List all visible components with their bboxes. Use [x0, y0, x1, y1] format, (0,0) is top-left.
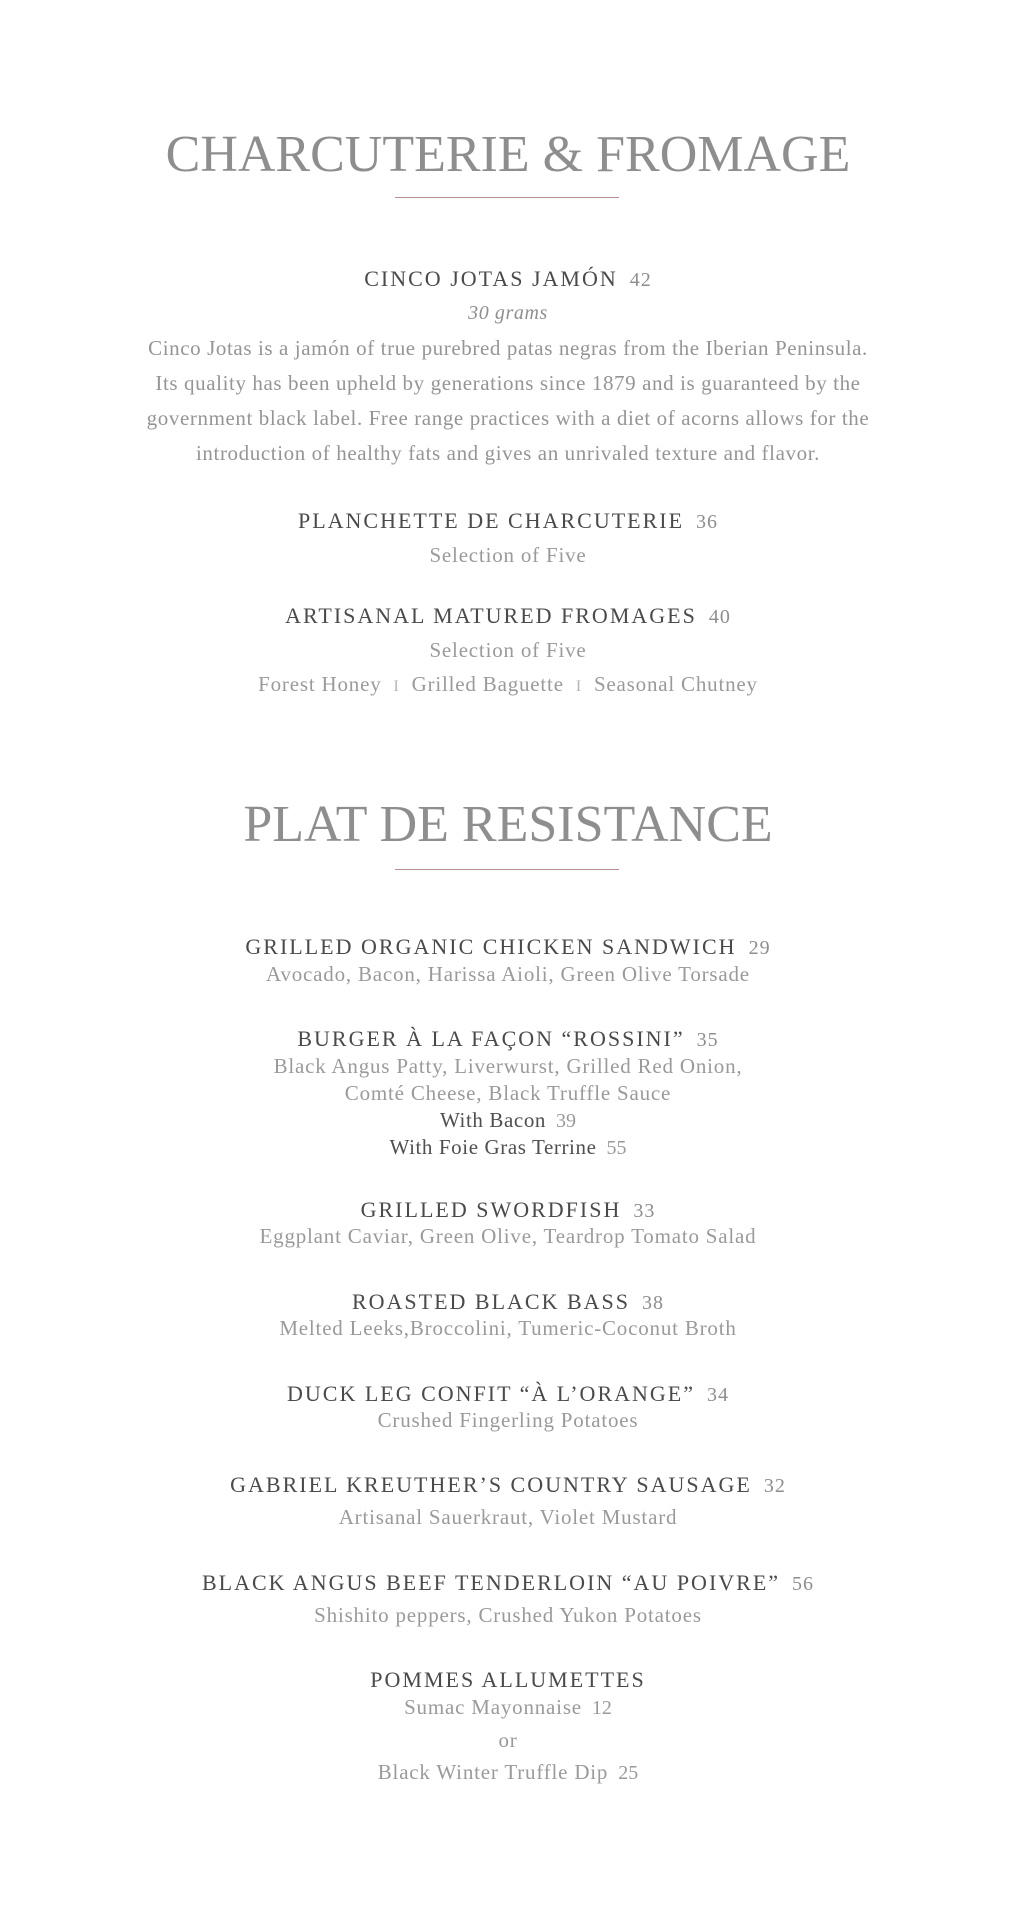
option-label: With Foie Gras Terrine: [389, 1135, 597, 1159]
item-name: GABRIEL KREUTHER’S COUNTRY SAUSAGE: [230, 1472, 752, 1497]
option-price: 39: [556, 1110, 577, 1132]
item-price: 40: [708, 606, 731, 628]
item-description: Crushed Fingerling Potatoes: [377, 1408, 639, 1432]
menu-item-black-bass: [0, 1289, 1016, 1315]
item-description-line: Cinco Jotas is a jamón of true purebred patas negras from the Iberian Peninsula.: [148, 336, 868, 360]
item-description: Eggplant Caviar, Green Olive, Teardrop Tomato Salad: [259, 1224, 757, 1248]
menu-item-burger-rossini: [0, 1026, 1016, 1052]
item-description: Selection of Five: [429, 638, 587, 662]
separator: I: [575, 678, 582, 695]
item-price: 34: [706, 1384, 729, 1406]
item-description-line: Its quality has been upheld by generations since 1879 and is guaranteed by the: [155, 371, 861, 395]
item-description: Selection of Five: [429, 543, 587, 567]
item-accompaniments: [0, 672, 1016, 697]
menu-item-beef-tenderloin: [0, 1570, 1016, 1596]
item-name: ROASTED BLACK BASS: [351, 1289, 631, 1314]
item-description-line: Black Angus Patty, Liverwurst, Grilled Red Onion,: [273, 1054, 743, 1078]
item-description-line: government black label. Free range practices with a diet of acorns allows for the: [146, 406, 870, 430]
accompaniment: Grilled Baguette: [411, 672, 564, 696]
menu-item-pommes-allumettes: [0, 1667, 1016, 1693]
item-option: [0, 1135, 1016, 1160]
title-underline: [395, 869, 619, 870]
item-name: ARTISANAL MATURED FROMAGES: [285, 603, 697, 628]
menu-item-planchette: [0, 508, 1016, 534]
item-name: DUCK LEG CONFIT “À L’ORANGE”: [287, 1381, 695, 1406]
menu-item-cinco-jotas: [0, 266, 1016, 292]
choice-price: 12: [591, 1697, 612, 1719]
menu-item-country-sausage: [0, 1472, 1016, 1498]
item-price: 32: [763, 1475, 786, 1497]
item-name: BURGER À LA FAÇON “ROSSINI”: [297, 1026, 685, 1051]
section-title-plat-de-resistance: PLAT DE RESISTANCE: [243, 796, 773, 853]
menu-item-swordfish: [0, 1197, 1016, 1223]
item-description: Artisanal Sauerkraut, Violet Mustard: [338, 1505, 678, 1529]
item-name: CINCO JOTAS JAMÓN: [364, 266, 618, 291]
item-price: 33: [633, 1200, 656, 1222]
title-underline: [395, 197, 619, 198]
choice-label: Sumac Mayonnaise: [404, 1695, 582, 1719]
accompaniment: Seasonal Chutney: [593, 672, 758, 696]
item-option: [0, 1108, 1016, 1133]
item-description: Avocado, Bacon, Harissa Aioli, Green Olive Torsade: [266, 962, 750, 986]
item-price: 29: [748, 937, 771, 959]
item-price: 36: [696, 511, 719, 533]
item-price: 38: [642, 1292, 665, 1314]
item-price: 56: [792, 1573, 815, 1595]
section-title-charcuterie: CHARCUTERIE & FROMAGE: [165, 126, 851, 183]
item-description: Melted Leeks,Broccolini, Tumeric-Coconut Broth: [279, 1316, 737, 1340]
item-portion: 30 grams: [468, 302, 548, 324]
item-choice: [0, 1760, 1016, 1785]
separator: I: [393, 678, 400, 695]
option-label: With Bacon: [439, 1108, 547, 1132]
choice-price: 25: [618, 1762, 639, 1784]
item-price: 35: [696, 1029, 719, 1051]
choice-label: Black Winter Truffle Dip: [377, 1760, 609, 1784]
item-name: PLANCHETTE DE CHARCUTERIE: [297, 508, 685, 533]
menu-item-duck-confit: [0, 1381, 1016, 1407]
item-description-line: introduction of healthy fats and gives an unrivaled texture and flavor.: [195, 441, 820, 465]
item-price: 42: [629, 269, 652, 291]
item-description: Shishito peppers, Crushed Yukon Potatoes: [314, 1603, 702, 1627]
item-name: GRILLED SWORDFISH: [360, 1197, 622, 1222]
choice-connector: or: [498, 1728, 518, 1752]
item-name: GRILLED ORGANIC CHICKEN SANDWICH: [245, 934, 737, 959]
item-name: BLACK ANGUS BEEF TENDERLOIN “AU POIVRE”: [201, 1570, 781, 1595]
item-description-line: Comté Cheese, Black Truffle Sauce: [344, 1081, 672, 1105]
accompaniment: Forest Honey: [258, 672, 382, 696]
item-choice: [0, 1695, 1016, 1720]
option-price: 55: [606, 1137, 627, 1159]
item-name: POMMES ALLUMETTES: [370, 1667, 646, 1692]
menu-item-chicken-sandwich: [0, 934, 1016, 960]
menu-item-fromages: [0, 603, 1016, 629]
